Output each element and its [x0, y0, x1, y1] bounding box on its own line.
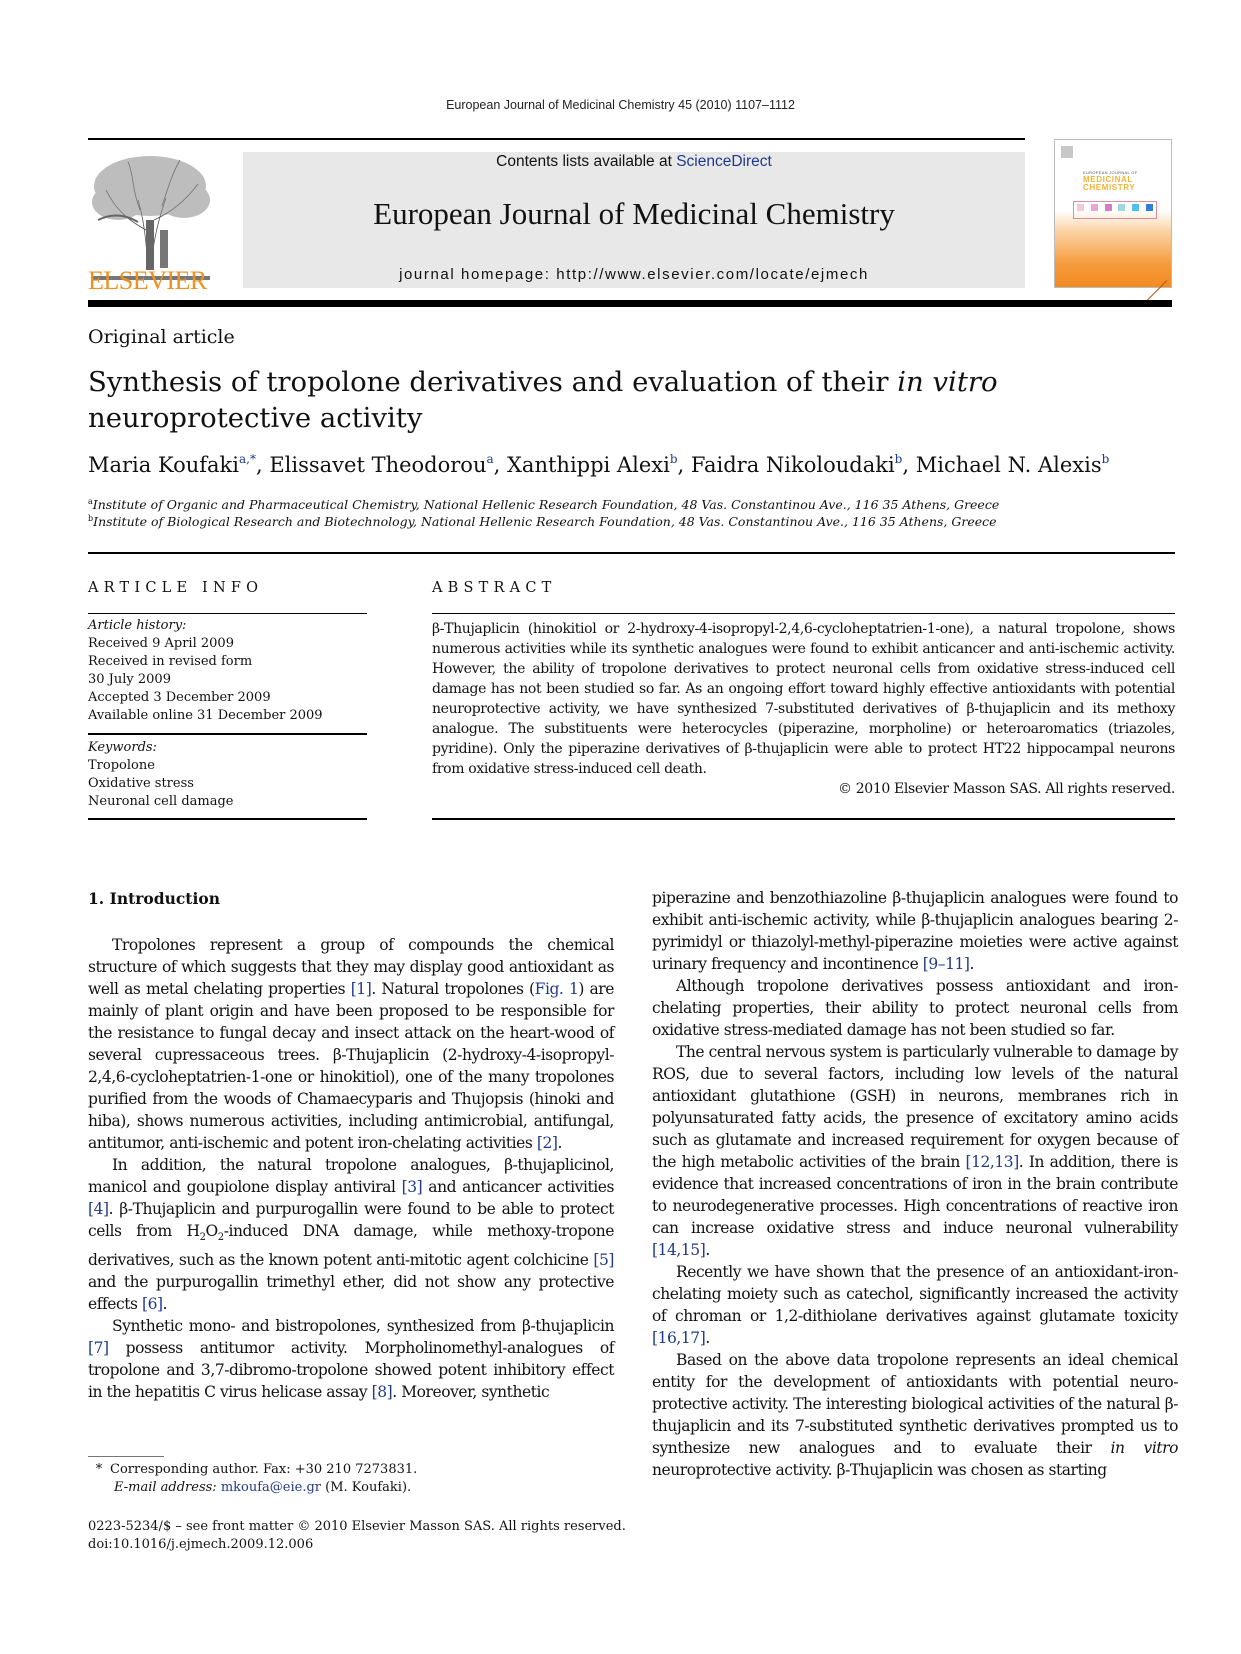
cover-title: MEDICINAL CHEMISTRY [1083, 175, 1136, 192]
paragraph: The central nervous system is particularly vulnerable to damage by ROS, due to several factors, including low levels of the natural antioxidant glutathione (GSH) in neurons, membranes rich in polyunsaturated fatty acids, the presence of excitatory amino acids such as glutamate and increased requirement for oxygen because of the high metabolic activities of the brain [12,13]. In addition, there is evidence that increased concentrations of iron in the brain contribute to neurodegenerative processes. High concentrations of reactive iron can increase oxidative stress and induce neuronal vulnerability [14,15]. [652, 1043, 1178, 1259]
corresponding-author-footnote: * Corresponding author. Fax: +30 210 7273831. E-mail address: mkoufa@eie.gr (M. Koufaki). [88, 1461, 417, 1497]
issn-line: 0223-5234/$ – see front matter © 2010 Elsevier Masson SAS. All rights reserved. [88, 1519, 626, 1534]
contents-available-line [243, 153, 1025, 171]
author-affiliation-mark[interactable]: a,* [239, 452, 256, 466]
author-affiliation-mark[interactable]: b [669, 452, 678, 466]
article-type: Original article [88, 326, 235, 348]
citation-link[interactable]: [9–11] [922, 955, 970, 973]
affiliation-b: $^b$Institute of Biological Research and Biotechnology, National Hellenic Research Foundation, 48 Vas. Constantinou Ave., 116 35 Athens, Greece [88, 514, 997, 529]
article-info-heading: ARTICLE INFO [88, 580, 264, 596]
abstract-heading: ABSTRACT [432, 580, 557, 596]
article-info-rule [88, 613, 367, 614]
keywords-rule [88, 733, 367, 735]
citation-link[interactable]: [7] [88, 1339, 109, 1358]
paragraph: Synthetic mono- and bistropolones, synthesized from β-thujaplicin [7] possess antitumor activity. Morpholinomethyl-analogues of tropolone and 3,7-dibromo-tropolone showed potent inhibitory effect in the hepatitis C virus helicase assay [8]. Moreover, synthetic [88, 1317, 614, 1402]
author[interactable]: Faidra Nikoloudaki [690, 453, 895, 477]
keyword: Tropolone [88, 758, 155, 773]
cover-image-strip [1073, 201, 1157, 219]
doi[interactable]: doi:10.1016/j.ejmech.2009.12.006 [88, 1537, 314, 1552]
author-affiliation-mark[interactable]: b [1101, 452, 1110, 466]
journal-homepage-link[interactable]: journal homepage: http://www.elsevier.com/locate/ejmech [399, 266, 869, 283]
cover-publisher-icon [1061, 146, 1073, 158]
section-heading-introduction: 1. Introduction [88, 889, 220, 908]
elsevier-wordmark: ELSEVIER [88, 266, 207, 295]
citation-link[interactable]: [5] [593, 1251, 614, 1270]
header-bottom-rule [88, 300, 1172, 307]
figure-link[interactable]: Fig. 1 [534, 980, 579, 998]
keyword: Neuronal cell damage [88, 794, 234, 809]
citation-link[interactable]: [8] [371, 1383, 393, 1402]
author[interactable]: Michael N. Alexis [915, 453, 1102, 477]
footnote-star: * [95, 1462, 103, 1477]
journal-name: European Journal of Medicinal Chemistry [373, 196, 895, 231]
paragraph: piperazine and benzothiazoline β-thujaplicin analogues were found to exhibit anti-ischemic activity, while β-thujaplicin analogues bearing 2-pyrimidyl or thiazolyl-methyl-piperazine moieties were active against urinary frequency and incontinence [9–11]. [652, 889, 1178, 973]
article-history: Article history: Received 9 April 2009 Received in revised form 30 July 2009 Accepted 3 December 2009 Available online 31 December 2009 [88, 618, 323, 723]
footnote-rule [88, 1456, 164, 1457]
citation-link[interactable]: [12,13] [965, 1153, 1019, 1171]
paragraph: Recently we have shown that the presence of an antioxidant-iron-chelating moiety such as catechol, significantly increased the activity of chroman or 1,2-dithiolane derivatives against glutamate toxicity [16,17]. [652, 1263, 1178, 1347]
abstract-bottom-rule [432, 818, 1175, 820]
affiliation-a: $^a$Institute of Organic and Pharmaceutical Chemistry, National Hellenic Research Foundation, 48 Vas. Constantinou Ave., 116 35 Athens, Greece [88, 497, 1000, 512]
citation-link[interactable]: [2] [536, 1134, 558, 1152]
author-list: Maria Koufaki$^{a,*}$, Elissavet Theodorou$^a$, Xanthippi Alexi$^b$, Faidra Nikoloudaki$^b$, Michael N. Alexis$^b$ [88, 452, 1110, 477]
author[interactable]: Elissavet Theodorou [269, 453, 487, 477]
abstract-copyright: © 2010 Elsevier Masson SAS. All rights reserved. [837, 781, 1175, 797]
citation-link[interactable]: [14,15] [652, 1241, 706, 1259]
paragraph: Tropolones represent a group of compounds the chemical structure of which suggests that they may display good antioxidant as well as metal chelating properties [1]. Natural tropolones (Fig. 1) are mainly of plant origin and have been proposed to be responsible for the resistance to fungal decay and insect attack on the heart-wood of several cupressaceous trees. β-Thujaplicin (2-hydroxy-4-isopropyl-2,4,6-cycloheptatrien-1-one or hinokitiol), one of the many tropolones purified from the woods of Chamaecyparis and Thujopsis (hinoki and hiba), shows numerous activities, including antimicrobial, antifungal, antitumor, anti-ischemic and potent iron-chelating activities [2]. [88, 936, 614, 1152]
author[interactable]: Xanthippi Alexi [506, 453, 670, 477]
citation-link[interactable]: [1] [350, 980, 372, 998]
body-column-right [652, 887, 1178, 1481]
keywords: Keywords: Tropolone Oxidative stress Neuronal cell damage [88, 740, 234, 809]
contents-prefix: Contents lists available at [496, 153, 677, 170]
article-title: Synthesis of tropolone derivatives and evaluation of their in vitro neuroprotective activity [88, 366, 998, 434]
author-affiliation-mark[interactable]: b [894, 452, 903, 466]
article-info-bottom-rule [88, 818, 367, 820]
author[interactable]: Maria Koufaki [88, 453, 239, 477]
body-column-left [88, 934, 614, 1403]
citation-link[interactable]: [3] [401, 1178, 423, 1196]
journal-cover-thumbnail [1054, 139, 1172, 288]
cover-line-1: EUROPEAN JOURNAL OF [1083, 170, 1138, 175]
author-affiliation-mark[interactable]: a [486, 452, 494, 466]
abstract-text: β-Thujaplicin (hinokitiol or 2-hydroxy-4-isopropyl-2,4,6-cycloheptatrien-1-one), a natural tropolone, shows numerous activities while its synthetic analogues were found to exhibit anticancer and anti-ischemic activity. However, the ability of tropolone derivatives to protect neuronal cells from oxidative stress-induced cell damage has not been studied so far. As an ongoing effort toward highly effective antioxidants with potential neuroprotective activity, we have synthesized 7-substituted derivatives of β-thujaplicin and its methoxy analogue. The substituents were heterocycles (piperazine, morpholine) or heteroaromatics (triazoles, pyridine). Only the piperazine derivatives of β-thujaplicin were able to protect HT22 hippocampal neurons from oxidative stress-induced cell death. © 2010 Elsevier Masson SAS. All rights reserved. [432, 621, 1175, 797]
running-head: European Journal of Medicinal Chemistry 45 (2010) 1107–1112 [446, 98, 795, 112]
abstract-rule [432, 613, 1175, 614]
sciencedirect-link[interactable]: ScienceDirect [676, 153, 772, 170]
header-top-rule [88, 138, 1025, 140]
paragraph: Based on the above data tropolone represents an ideal chemical entity for the development of antioxidants with potential neuro-protective activity. The interesting biological activities of the natural β-thujaplicin and its 7-substituted synthetic derivatives prompted us to synthesize new analogues and to evaluate their in vitro neuroprotective activity. β-Thujaplicin was chosen as starting [652, 1351, 1178, 1479]
citation-link[interactable]: [6] [142, 1295, 163, 1314]
citation-link[interactable]: [4] [88, 1200, 109, 1218]
citation-link[interactable]: [16,17] [652, 1329, 706, 1347]
issn-doi-block [88, 1518, 626, 1554]
email-link[interactable]: mkoufa@eie.gr [220, 1480, 322, 1495]
title-block-rule [88, 552, 1175, 554]
keyword: Oxidative stress [88, 776, 194, 791]
paragraph: In addition, the natural tropolone analogues, β-thujaplicinol, manicol and goupiolone display antiviral [3] and anticancer activities [4]. β-Thujaplicin and purpurogallin were found to be able to protect cells from $H_2O_2$-induced DNA damage, while methoxy-tropone derivatives, such as the known potent anti-mitotic agent colchicine [5] and the purpurogallin trimethyl ether, did not show any protective effects [6]. [88, 1156, 614, 1314]
paragraph: Although tropolone derivatives possess antioxidant and iron-chelating properties, their ability to protect neuronal cells from oxidative stress-mediated damage has not been studied so far. [652, 977, 1178, 1039]
